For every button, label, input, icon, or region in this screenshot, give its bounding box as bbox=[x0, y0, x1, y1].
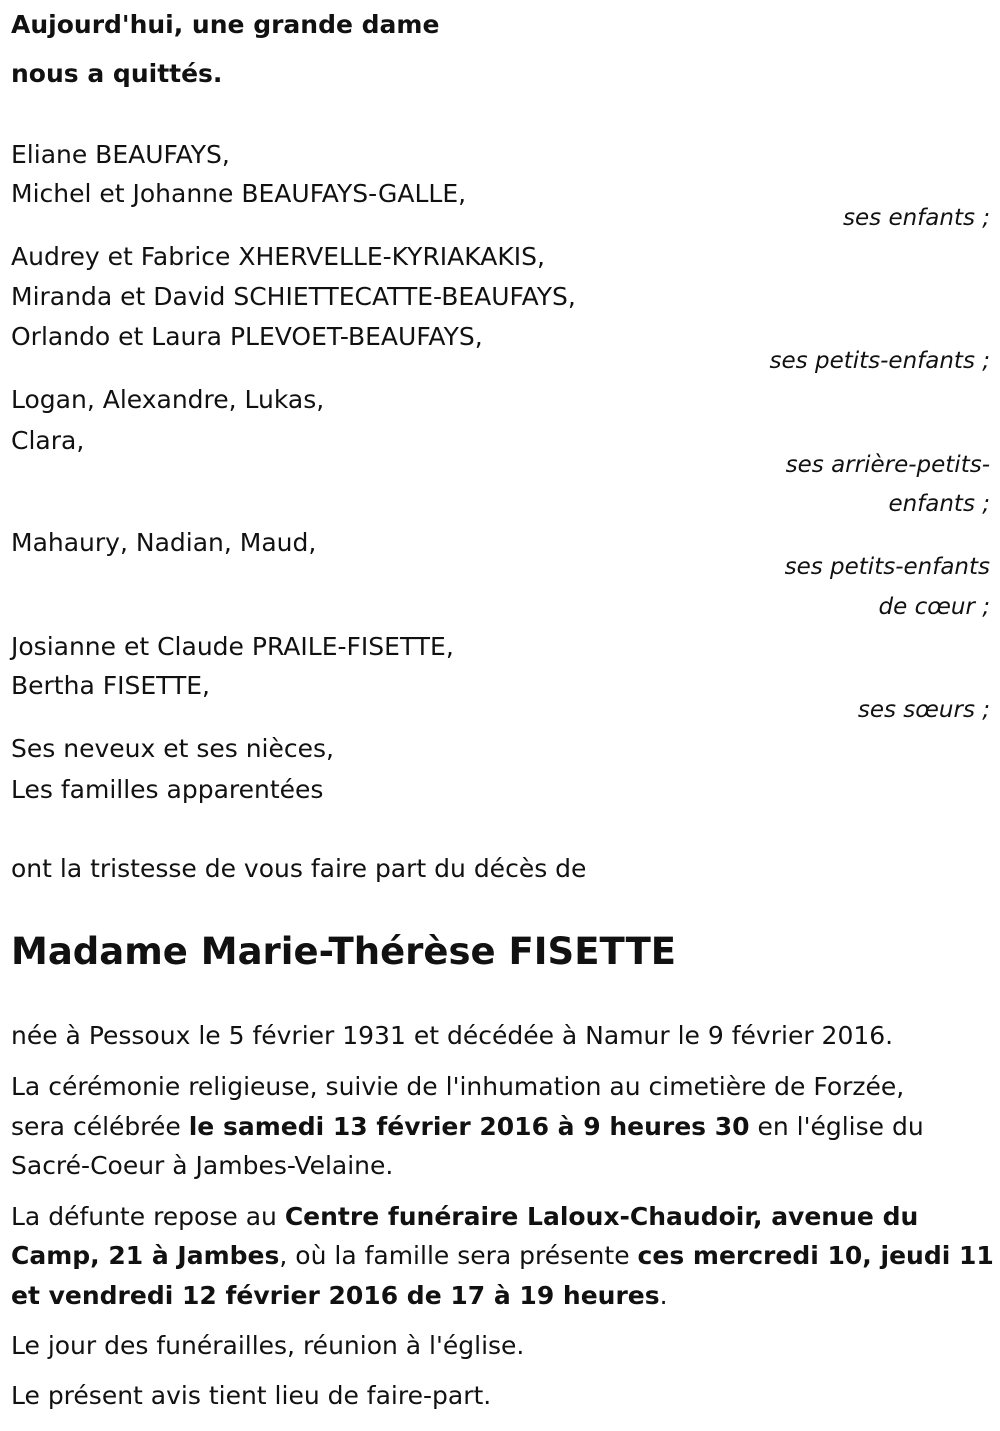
notice-text: Le présent avis tient lieu de faire-part. bbox=[11, 1381, 492, 1410]
relation-label: ses petits-enfants bbox=[784, 554, 990, 580]
relation-label: ses enfants ; bbox=[843, 205, 990, 231]
relation-label: enfants ; bbox=[888, 491, 990, 517]
repose-text-part: . bbox=[659, 1281, 668, 1310]
ceremony-text-part: sera célébrée bbox=[11, 1112, 189, 1141]
family-name: Eliane BEAUFAYS, bbox=[11, 140, 230, 169]
deceased-name: Madame Marie-Thérèse FISETTE bbox=[11, 930, 677, 973]
family-name: Josianne et Claude PRAILE-FISETTE, bbox=[11, 632, 454, 661]
repose-text-part: La défunte repose au bbox=[11, 1202, 285, 1231]
funeral-day-text: Le jour des funérailles, réunion à l'église. bbox=[11, 1331, 525, 1360]
header-line-1: Aujourd'hui, une grande dame bbox=[11, 10, 440, 39]
ceremony-date: le samedi 13 février 2016 à 9 heures 30 bbox=[188, 1112, 750, 1141]
header-line-2: nous a quittés. bbox=[11, 59, 223, 88]
family-name: Orlando et Laura PLEVOET-BEAUFAYS, bbox=[11, 322, 483, 351]
ceremony-text bbox=[11, 1112, 924, 1142]
relation-label: ses petits-enfants ; bbox=[769, 348, 990, 374]
family-name: Mahaury, Nadian, Maud, bbox=[11, 528, 317, 557]
repose-text bbox=[11, 1281, 668, 1311]
repose-text bbox=[11, 1241, 994, 1271]
family-name: Audrey et Fabrice XHERVELLE-KYRIAKAKIS, bbox=[11, 242, 545, 271]
funeral-home: Centre funéraire Laloux-Chaudoir, avenue du bbox=[284, 1202, 919, 1231]
relation-label: de cœur ; bbox=[878, 594, 990, 620]
family-name: Miranda et David SCHIETTECATTE-BEAUFAYS, bbox=[11, 282, 576, 311]
ceremony-text: Sacré-Coeur à Jambes-Velaine. bbox=[11, 1151, 394, 1180]
family-name: Les familles apparentées bbox=[11, 775, 324, 804]
repose-text-part: , où la famille sera présente bbox=[279, 1241, 638, 1270]
ceremony-text-part: en l'église du bbox=[749, 1112, 924, 1141]
funeral-home: Camp, 21 à Jambes bbox=[11, 1241, 280, 1270]
announcement-text: ont la tristesse de vous faire part du décès de bbox=[11, 854, 587, 883]
relation-label: ses sœurs ; bbox=[857, 697, 990, 723]
family-name: Michel et Johanne BEAUFAYS-GALLE, bbox=[11, 179, 467, 208]
relation-label: ses arrière-petits- bbox=[785, 452, 990, 478]
family-name: Ses neveux et ses nièces, bbox=[11, 734, 334, 763]
visiting-dates: et vendredi 12 février 2016 de 17 à 19 heures bbox=[11, 1281, 660, 1310]
ceremony-text: La cérémonie religieuse, suivie de l'inhumation au cimetière de Forzée, bbox=[11, 1072, 905, 1101]
visiting-dates: ces mercredi 10, jeudi 11 bbox=[637, 1241, 994, 1270]
family-name: Logan, Alexandre, Lukas, bbox=[11, 385, 325, 414]
birth-death-text: née à Pessoux le 5 février 1931 et décédée à Namur le 9 février 2016. bbox=[11, 1021, 894, 1050]
family-name: Clara, bbox=[11, 426, 85, 455]
family-name: Bertha FISETTE, bbox=[11, 671, 210, 700]
repose-text bbox=[11, 1202, 918, 1232]
